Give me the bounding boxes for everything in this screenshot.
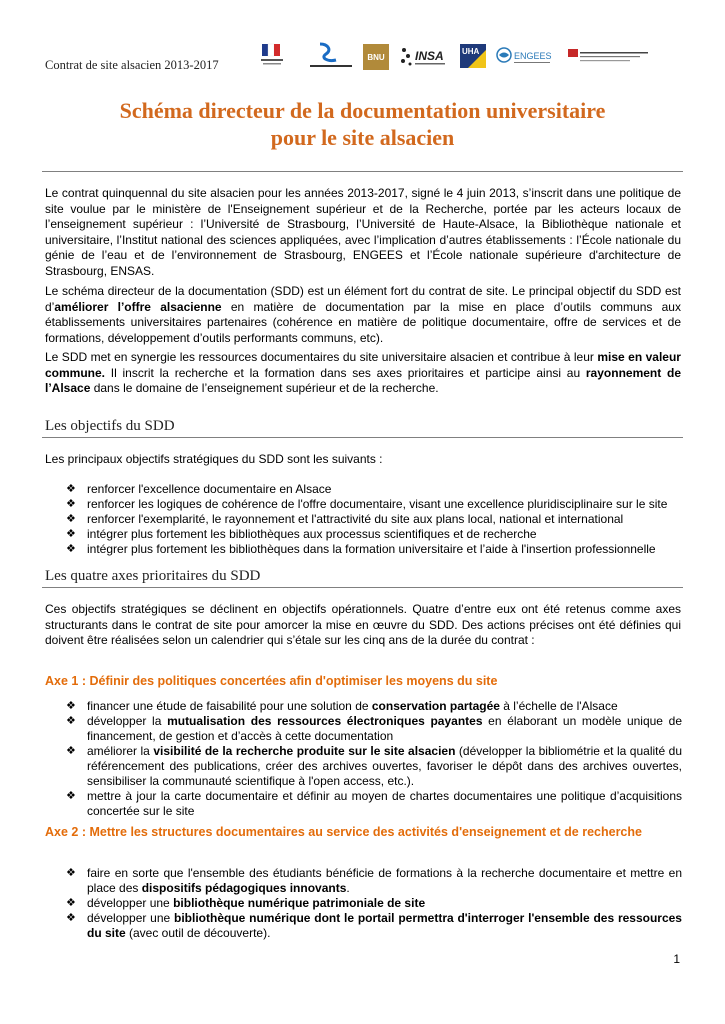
- intro-paragraph-3: [45, 350, 681, 397]
- intro-paragraph-1: Le contrat quinquennal du site alsacien pour les années 2013-2017, signé le 4 juin 2013, s’inscrit dans une politique de site voulue par le ministère de l'Enseignement supérieur et de la Recherche, portée par les acteurs locaux de l’enseignement supérieur : l’Université de Strasbourg, l’Université de Haute-Alsace, la Bibliothèque nationale et universitaire, l’Institut national des sciences appliquées, avec l’implication d’autres établissements : l’École nationale du génie de l’eau et de l’environnement de Strasbourg, ENGEES et l’École nationale supérieure d'architecture de Strasbourg, ENSAS.: [45, 186, 681, 278]
- list-item: ❖ renforcer l'excellence documentaire en Alsace: [66, 482, 332, 496]
- list-item: ❖ développer une bibliothèque numérique patrimoniale de site: [66, 896, 426, 910]
- running-header: Contrat de site alsacien 2013-2017: [45, 58, 219, 72]
- list-item: ❖ faire en sorte que l'ensemble des étudiants bénéficie de formations à la recherche documentaire et mettre en place des dispositifs pédagogiques innovants.: [66, 866, 682, 895]
- list-item: ❖ développer la mutualisation des ressources électroniques payantes en élaborant un modèle unique de financement, de gestion et d’accès à cette documentation: [66, 714, 682, 743]
- objectives-list: [66, 482, 682, 557]
- bullet-icon: ❖: [66, 528, 76, 540]
- title-line-2: pour le site alsacien: [270, 125, 455, 150]
- section-heading-objectives: Les objectifs du SDD: [45, 418, 175, 434]
- axe-2-heading: Axe 2 : Mettre les structures documentaires au service des activités d'enseignement et de recherche: [45, 825, 642, 839]
- logo-ensas: [566, 46, 652, 68]
- intro-p3-text: Le SDD met en synergie les ressources documentaires du site universitaire alsacien et contribue à leur: [45, 350, 598, 364]
- axe-1-heading: Axe 1 : Définir des politiques concertées afin d'optimiser les moyens du site: [45, 674, 498, 688]
- bullet-icon: ❖: [66, 897, 76, 909]
- document-title: [40, 97, 685, 151]
- bullet-icon: ❖: [66, 543, 76, 555]
- list-item: ❖ améliorer la visibilité de la recherche produite sur le site alsacien (développer la bibliométrie et la qualité du référencement des publications, créer des archives ouvertes, favoriser le dépôt dans des archives ouvertes, sensibiliser la communauté scientifique à l'open access, etc.).: [66, 744, 683, 788]
- svg-text:UHA: UHA: [462, 47, 480, 56]
- intro-paragraph-2: [45, 284, 681, 346]
- title-divider: [42, 171, 683, 172]
- logo-unistra: [306, 42, 356, 72]
- page-number: 1: [673, 952, 680, 966]
- bullet-icon: ❖: [66, 912, 76, 924]
- svg-text:INSA: INSA: [415, 49, 444, 63]
- bullet-icon: ❖: [66, 483, 76, 495]
- intro-p2-bold: améliorer l’offre alsacienne: [54, 299, 222, 314]
- logo-uha: [458, 42, 490, 72]
- intro-p3-text-end: dans le domaine de l’enseignement supérieur et de la recherche.: [90, 381, 439, 395]
- section-heading-axes: Les quatre axes prioritaires du SDD: [45, 568, 261, 584]
- logo-ministere: [258, 42, 286, 70]
- bullet-icon: ❖: [66, 513, 76, 525]
- bullet-icon: ❖: [66, 867, 76, 879]
- list-item: ❖ renforcer les logiques de cohérence de l'offre documentaire, visant une excellence pluridisciplinaire sur le site: [66, 497, 668, 511]
- list-item: ❖ intégrer plus fortement les bibliothèques aux processus scientifiques et de recherche: [66, 527, 537, 541]
- list-item: ❖ mettre à jour la carte documentaire et définir au moyen de chartes documentaires une politique d’acquisitions concertée sur le site: [66, 789, 682, 818]
- partner-logos: [258, 42, 653, 74]
- bullet-icon: ❖: [66, 790, 76, 802]
- intro-p2-text-end: en matière de documentation par la mise en place d’outils communs aux établissements universitaires partenaires (cohérence en matière de politique documentaire, offre de services et de formations, développement d’outils performants communs, etc).: [45, 299, 681, 345]
- list-item: ❖ intégrer plus fortement les bibliothèques dans la formation universitaire et l’aide à l'insertion professionnelle: [66, 542, 656, 556]
- list-item: ❖ développer une bibliothèque numérique dont le portail permettra d'interroger l'ensemble des ressources du site (avec outil de découverte).: [66, 911, 682, 940]
- svg-text:ENGEES: ENGEES: [514, 51, 552, 61]
- logo-bnu: BNU: [363, 44, 389, 70]
- bullet-icon: ❖: [66, 715, 76, 727]
- title-line-1: Schéma directeur de la documentation universitaire: [119, 98, 606, 123]
- axe-2-list: [66, 866, 682, 941]
- axes-lead: Ces objectifs stratégiques se déclinent en objectifs opérationnels. Quatre d’entre eux ont été retenus comme axes structurants dans le contrat de site pour amorcer la mise en œuvre du SDD. Des actions précises ont été définies qui doivent être réalisées selon un calendrier qui s’étale sur les cinq ans de la durée du contrat :: [45, 602, 681, 647]
- list-item: ❖ financer une étude de faisabilité pour une solution de conservation partagée à l’échelle de l'Alsace: [66, 699, 618, 713]
- axes-divider: [42, 587, 683, 588]
- intro-p3-bold-2: rayonnement de l’Alsace: [45, 365, 681, 395]
- axe-1-list: [66, 699, 682, 819]
- bullet-icon: ❖: [66, 700, 76, 712]
- logo-insa: [398, 44, 450, 70]
- intro-p2-text: Le schéma directeur de la documentation (SDD) est un élément fort du contrat de site. Le principal objectif du SDD est d’: [45, 284, 681, 314]
- bullet-icon: ❖: [66, 498, 76, 510]
- bullet-icon: ❖: [66, 745, 76, 757]
- logo-engees: [496, 44, 556, 70]
- intro-p3-text-2: Il inscrit la recherche et la formation dans ses axes prioritaires et participe ainsi au: [105, 365, 586, 380]
- objectives-divider: [42, 437, 683, 438]
- objectives-lead: Les principaux objectifs stratégiques du SDD sont les suivants :: [45, 452, 383, 466]
- intro-p3-bold-1: mise en valeur commune.: [45, 350, 681, 380]
- list-item: ❖ renforcer l'exemplarité, le rayonnement et l'attractivité du site aux plans local, national et international: [66, 512, 624, 526]
